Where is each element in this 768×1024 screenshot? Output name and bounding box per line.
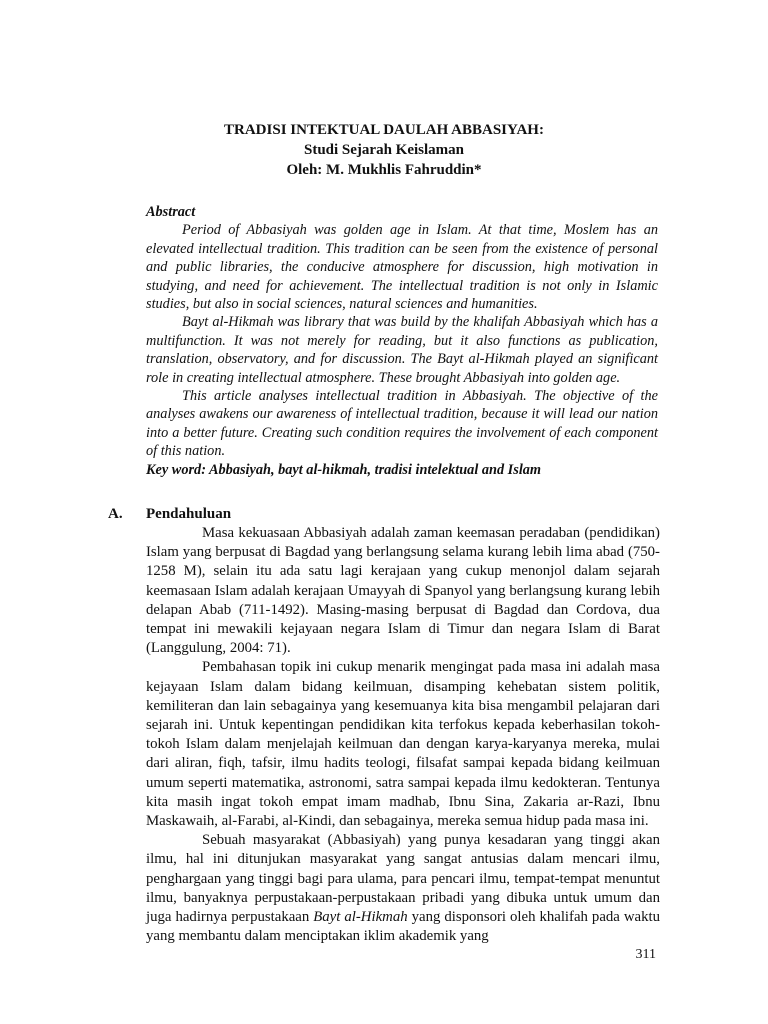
- section-letter: A.: [108, 506, 123, 522]
- title-block: [0, 120, 768, 180]
- abstract-paragraph-2: Bayt al-Hikmah was library that was build by the khalifah Abbasiyah which has a multifunction. It was not merely for reading, but it also functions as publication, translation, observatory, and for discussion. The Bayt al-Hikmah played an significant role in creating intellectual atmosphere. These brought Abbasiyah into golden age.: [146, 314, 658, 386]
- body-paragraph-3-start: Sebuah masyarakat (Abbasiyah) yang punya kesadaran yang tinggi akan ilmu, hal ini ditunjukan masyarakat yang sangat antusias dalam mencari ilmu, penghargaan yang tinggi bagi para ulama, para pencari ilmu, tempat-tempat menuntut ilmu, banyaknya perpustakaan-perpustakaan pribadi yang dibuka untuk umum dan juga hadirnya perpustakaan: [146, 832, 660, 926]
- body-paragraph-3-end: yang disponsori oleh khalifah pada waktu yang membantu dalam menciptakan iklim akademik yang: [146, 909, 660, 945]
- section-body: [146, 524, 660, 946]
- paper-title: TRADISI INTEKTUAL DAULAH ABBASIYAH:: [224, 122, 544, 138]
- paper-subtitle: Studi Sejarah Keislaman: [303, 142, 465, 158]
- body-paragraph-1: Masa kekuasaan Abbasiyah adalah zaman keemasan peradaban (pendidikan) Islam yang berpusat di Bagdad yang berlangsung selama kurang lebih lima abad (750-1258 M), selain itu ada satu lagi kerajaan yang cukup menonjol dalam sejarah keemasaan Islam adalah kerajaan Umayyah di Spanyol yang berlangsung kurang lebih delapan Abab (711-1492). Masing-masing berpusat di Bagdad dan Cordova, dua tempat ini mewakili kejayaan negara Islam di Timur dan negara Islam di Barat (Langgulung, 2004: 71).: [146, 525, 660, 657]
- abstract-block: [146, 203, 658, 479]
- body-paragraph-2: Pembahasan topik ini cukup menarik mengingat pada masa ini adalah masa kejayaan Islam dalam bidang keilmuan, disamping kehebatan sistem politik, kemiliteran dan lain sebagainya yang kesemuanya kita bisa mengambil pelajaran dari sejarah ini. Untuk kepentingan pendidikan kita terfokus kepada keberhasilan tokoh-tokoh Islam dalam menjelajah keilmuan dan dengan karya-karyanya mereka, mulai dari aliran, fiqh, tafsir, ilmu hadits teologi, filsafat sampai kepada bidang keilmuan umum seperti matematika, astronomi, satra sampai kepada ilmu kedokteran. Tentunya kita masih ingat tokoh empat imam madhab, Ibnu Sina, Zakaria ar-Razi, Ibnu Maskawaih, al-Farabi, al-Kindi, dan sebagainya, mereka semua hidup pada masa ini.: [146, 659, 660, 830]
- body-paragraph-3: [146, 831, 660, 946]
- section-heading: [108, 504, 660, 524]
- section-title: Pendahuluan: [146, 506, 232, 522]
- abstract-paragraph-1: Period of Abbasiyah was golden age in Islam. At that time, Moslem has an elevated intellectual tradition. This tradition can be seen from the existence of personal and public libraries, the conducive atmosphere for discussion, high motivation in studying, and need for achievement. The intellectual tradition is not only in Islamic studies, but also in social sciences, natural sciences and humanities.: [146, 222, 658, 313]
- abstract-paragraph-3: This article analyses intellectual tradition in Abbasiyah. The objective of the analyses awakens our awareness of intellectual tradition, because it will lead our nation into a better future. Creating such condition requires the involvement of each component of this nation.: [146, 388, 658, 460]
- keywords: Key word: Abbasiyah, bayt al-hikmah, tradisi intelektual and Islam: [146, 461, 542, 478]
- abstract-heading: Abstract: [146, 204, 196, 220]
- bayt-al-hikmah-term: Bayt al-Hikmah: [313, 909, 408, 926]
- section-pendahuluan: [108, 504, 660, 946]
- page-number: 311: [635, 947, 656, 962]
- paper-author: Oleh: M. Mukhlis Fahruddin*: [286, 162, 482, 178]
